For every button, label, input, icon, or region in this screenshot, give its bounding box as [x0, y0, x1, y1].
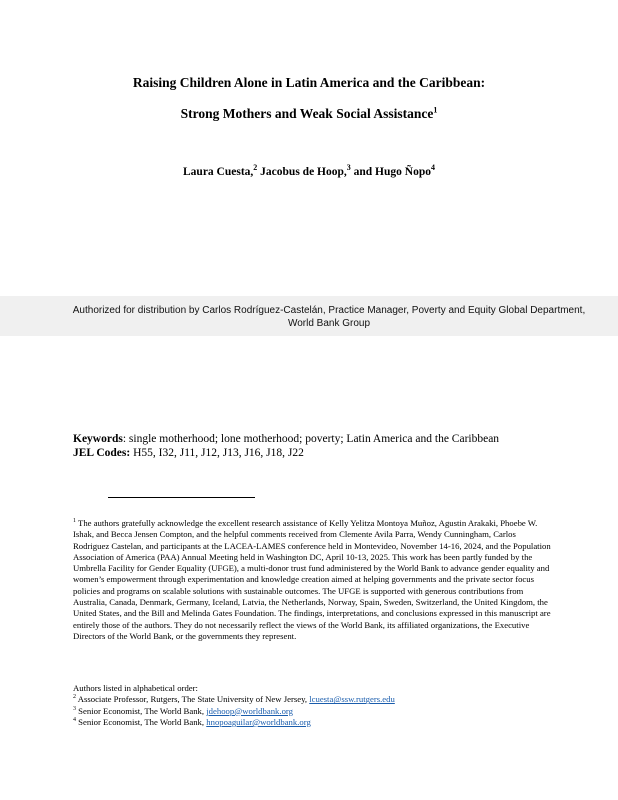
jel-codes-line: JEL Codes: H55, I32, J11, J12, J13, J16, J18, J22	[73, 447, 304, 459]
footnote-mark-4: 4	[430, 163, 435, 173]
paper-title-line-2: Strong Mothers and Weak Social Assistance$^1$	[180, 105, 438, 121]
affiliation-de-hoop: $^3$ Senior Economist, The World Bank, jdehoop@worldbank.org	[73, 705, 293, 716]
email-link-cuesta[interactable]: lcuesta@ssw.rutgers.edu	[309, 694, 395, 705]
footnote-mark-1: 1	[433, 105, 438, 115]
email-link-nopo[interactable]: hnopoaguilar@worldbank.org	[206, 716, 311, 727]
author-cuesta: Laura Cuesta,	[183, 166, 254, 178]
keywords-block	[73, 432, 573, 460]
footnote-mark-3: 3	[346, 163, 351, 173]
author-de-hoop: Jacobus de Hoop,	[257, 166, 347, 178]
footnote-separator	[108, 497, 255, 498]
affiliation-cuesta: $^2$ Associate Professor, Rutgers, The State University of New Jersey, lcuesta@ssw.rutgers.edu	[73, 694, 395, 705]
paper-title-line-1: Raising Children Alone in Latin America and the Caribbean:	[132, 75, 486, 90]
author-line	[0, 163, 618, 178]
email-link-de-hoop[interactable]: jdehoop@worldbank.org	[206, 705, 293, 716]
keywords-line: Keywords: single motherhood; lone motherhood; poverty; Latin America and the Caribbean	[73, 433, 500, 445]
authorization-text: Authorized for distribution by Carlos Rodríguez-Castelán, Practice Manager, Poverty and Equity Global Department, World Bank Group	[72, 305, 586, 329]
author-nopo: and Hugo Ñopo	[350, 166, 431, 178]
footnote-1: $^1$ The authors gratefully acknowledge the excellent research assistance of Kelly Yelitza Montoya Muñoz, Agustin Arakaki, Phoebe W. Ishak, and Becca Jensen Compton, and the helpful comments received from Clemente Avila Parra, Wendy Cunningham, Carlos Rodriguez Castelan, and participants at the LACEA-LAMES conference held in Montevideo, November 14-16, 2024, and the Population Association of America (PAA) Annual Meeting held in Washington DC, April 10-13, 2025. This work has been partly funded by the Umbrella Facility for Gender Equality (UFGE), a multi-donor trust fund administered by the World Bank to advance gender equality and women’s empowerment through experimentation and knowledge creation aimed at helping governments and the private sector focus policies and programs on scalable solutions with sustainable outcomes. The UFGE is supported with generous contributions from Australia, Canada, Denmark, Germany, Iceland, Latvia, the Netherlands, Norway, Spain, Sweden, Switzerland, the United Kingdom, the United States, and the Bill and Melinda Gates Foundation. The findings, interpretations, and conclusions expressed in this manuscript are entirely those of the authors. They do not necessarily reflect the views of the World Bank, its affiliated organizations, the Executive Directors of the World Bank, or the governments they represent.	[73, 518, 551, 641]
affiliation-nopo: $^4$ Senior Economist, The World Bank, hnopoaguilar@worldbank.org	[73, 716, 311, 727]
footnote-mark-2: 2	[253, 163, 258, 173]
author-affiliations	[73, 683, 551, 728]
author-affiliations-intro: Authors listed in alphabetical order:	[73, 683, 198, 693]
